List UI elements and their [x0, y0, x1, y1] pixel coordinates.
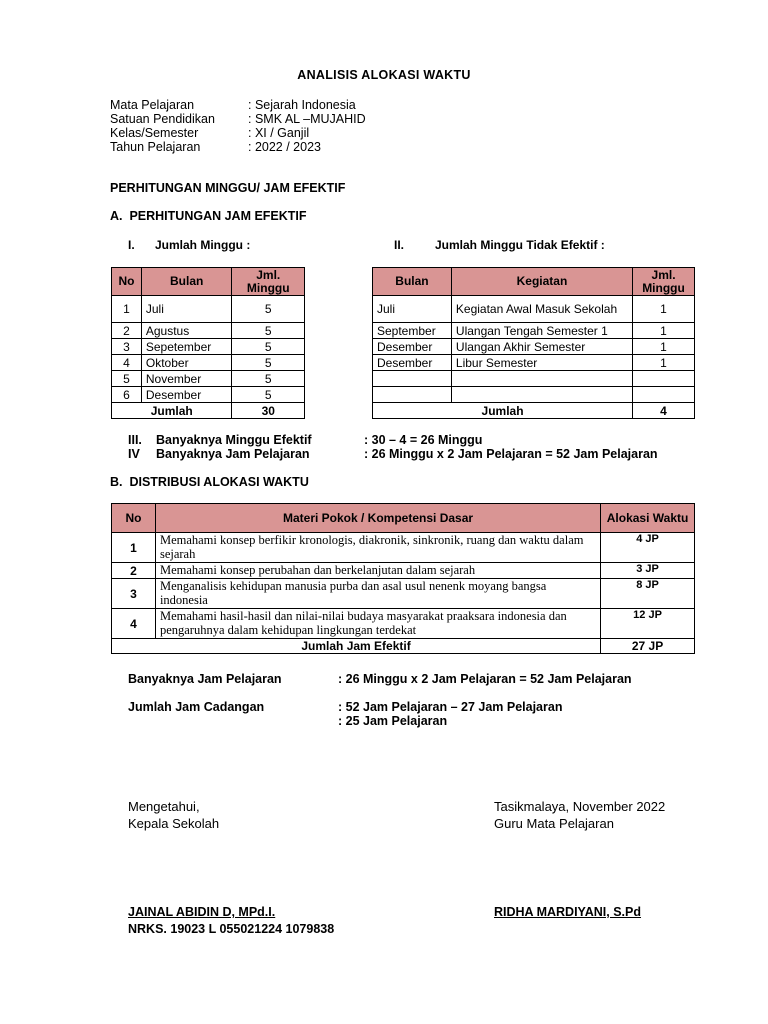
table-row — [373, 355, 695, 371]
summary-label: Jumlah Jam Cadangan — [128, 700, 265, 714]
line-iv-label: Banyaknya Jam Pelajaran — [156, 447, 310, 461]
non-effective-weeks-table — [372, 267, 695, 419]
total-label: Jumlah Jam Efektif — [112, 639, 601, 654]
meta-label: Mata Pelajaran — [110, 98, 195, 112]
summary-cadangan — [128, 700, 632, 728]
summary-banyaknya — [128, 672, 632, 686]
table-cell: 8 JP — [601, 579, 695, 609]
column-header: Jml. Minggu — [633, 268, 695, 296]
table-cell: 5 — [232, 355, 305, 371]
teacher-name: RIDHA MARDIYANI, S.Pd — [494, 905, 642, 919]
table-cell: September — [373, 323, 452, 339]
column-header: Jml. Minggu — [232, 268, 305, 296]
table-total-row — [112, 639, 695, 654]
summary-value: : 26 Minggu x 2 Jam Pelajaran = 52 Jam Pelajaran — [338, 672, 632, 686]
effective-summary — [128, 433, 658, 461]
column-header: No — [112, 268, 142, 296]
meta-row — [110, 112, 366, 126]
table-cell: Memahami konsep berfikir kronologis, diakronik, sinkronik, ruang dan waktu dalam sejarah — [155, 533, 600, 563]
line-iii-value: : 30 – 4 = 26 Minggu — [364, 433, 483, 447]
meta-value: : XI / Ganjil — [248, 126, 310, 140]
table-total-row — [112, 403, 305, 419]
table-cell: 1 — [112, 296, 142, 323]
table-cell — [451, 371, 632, 387]
table-row — [373, 339, 695, 355]
line-iv-number: IV — [128, 447, 140, 461]
table-cell — [373, 387, 452, 403]
meta-value: : 2022 / 2023 — [248, 140, 321, 154]
table-cell: Sepetember — [141, 339, 232, 355]
line-iv — [128, 447, 658, 461]
table-cell — [451, 387, 632, 403]
table-cell: Memahami konsep perubahan dan berkelanjutan dalam sejarah — [155, 563, 600, 579]
subheading-ii-title: Jumlah Minggu Tidak Efektif : — [435, 238, 605, 252]
table-header-row — [112, 504, 695, 533]
table-cell: Libur Semester — [451, 355, 632, 371]
table-row — [112, 371, 305, 387]
subheading-ii — [394, 238, 605, 252]
table-cell: 5 — [232, 387, 305, 403]
section-b-heading — [110, 475, 309, 489]
table-row — [112, 609, 695, 639]
document-title: ANALISIS ALOKASI WAKTU — [297, 68, 471, 82]
table-cell: 3 JP — [601, 563, 695, 579]
column-header: Alokasi Waktu — [601, 504, 695, 533]
table-row — [112, 339, 305, 355]
table-cell: 1 — [633, 355, 695, 371]
subheading-i — [128, 238, 250, 252]
column-header: No — [112, 504, 156, 533]
total-label: Jumlah — [373, 403, 633, 419]
table-cell: Oktober — [141, 355, 232, 371]
subheading-i-number: I. — [128, 238, 135, 252]
total-label: Jumlah — [112, 403, 232, 419]
table-cell — [633, 387, 695, 403]
table-cell: 2 — [112, 563, 156, 579]
main-heading: PERHITUNGAN MINGGU/ JAM EFEKTIF — [110, 181, 346, 195]
table-cell: 1 — [633, 339, 695, 355]
table-cell — [373, 371, 452, 387]
meta-label: Tahun Pelajaran — [110, 140, 201, 154]
table-cell: Ulangan Akhir Semester — [451, 339, 632, 355]
summary-block — [128, 672, 632, 728]
table-cell: 3 — [112, 339, 142, 355]
summary-value-line: : 52 Jam Pelajaran – 27 Jam Pelajaran — [338, 700, 563, 714]
table-cell: 3 — [112, 579, 156, 609]
meta-block — [110, 98, 366, 154]
table-cell: Juli — [141, 296, 232, 323]
table-cell: Menganalisis kehidupan manusia purba dan asal usul nenenk moyang bangsa indonesia — [155, 579, 600, 609]
table-row — [112, 387, 305, 403]
table-cell: Ulangan Tengah Semester 1 — [451, 323, 632, 339]
line-iv-value: : 26 Minggu x 2 Jam Pelajaran = 52 Jam Pelajaran — [364, 447, 658, 461]
line-iii-number: III. — [128, 433, 142, 447]
table-row — [112, 296, 305, 323]
section-a-heading — [110, 209, 307, 223]
line-iii-label: Banyaknya Minggu Efektif — [156, 433, 312, 447]
subheading-ii-number: II. — [394, 238, 405, 252]
table-cell: 5 — [232, 371, 305, 387]
table-cell: 5 — [232, 339, 305, 355]
table-header-row — [373, 268, 695, 296]
table-cell: Kegiatan Awal Masuk Sekolah — [451, 296, 632, 323]
table-row — [112, 323, 305, 339]
table-cell: November — [141, 371, 232, 387]
total-value: 27 JP — [601, 639, 695, 654]
table-cell: Memahami hasil-hasil dan nilai-nilai budaya masyarakat praaksara indonesia dan pengaruhnya dalam kehidupan lingkungan terdekat — [155, 609, 600, 639]
table-cell: 1 — [633, 296, 695, 323]
meta-label: Kelas/Semester — [110, 126, 199, 140]
table-cell: 1 — [633, 323, 695, 339]
subheading-i-title: Jumlah Minggu : — [155, 238, 251, 252]
table-cell: Desember — [373, 339, 452, 355]
section-a-title: PERHITUNGAN JAM EFEKTIF — [129, 209, 307, 223]
table-cell: 5 — [232, 323, 305, 339]
column-header: Materi Pokok / Kompetensi Dasar — [155, 504, 600, 533]
signature-left — [128, 798, 219, 832]
table-cell: 6 — [112, 387, 142, 403]
signature-left-line2: Kepala Sekolah — [128, 816, 220, 831]
meta-row — [110, 98, 366, 112]
table-cell: 4 — [112, 355, 142, 371]
meta-row — [110, 126, 366, 140]
table-row — [373, 296, 695, 323]
table-cell: 5 — [232, 296, 305, 323]
summary-value-line: : 25 Jam Pelajaran — [338, 714, 448, 728]
line-iii — [128, 433, 658, 447]
headmaster-name: JAINAL ABIDIN D, MPd.I. — [128, 905, 276, 919]
summary-value — [338, 700, 562, 728]
table-header-row — [112, 268, 305, 296]
table-cell: 1 — [112, 533, 156, 563]
column-header: Bulan — [141, 268, 232, 296]
table-cell: 12 JP — [601, 609, 695, 639]
table-cell: Juli — [373, 296, 452, 323]
table-cell: 2 — [112, 323, 142, 339]
table-row — [373, 387, 695, 403]
table-row — [373, 371, 695, 387]
total-value: 30 — [232, 403, 305, 419]
signature-left-name-block — [128, 904, 334, 938]
meta-row — [110, 140, 366, 154]
table-total-row — [373, 403, 695, 419]
signature-right-line2: Guru Mata Pelajaran — [494, 816, 614, 831]
table-cell: 4 — [112, 609, 156, 639]
weeks-table — [111, 267, 305, 419]
summary-label: Banyaknya Jam Pelajaran — [128, 672, 282, 686]
table-cell: Agustus — [141, 323, 232, 339]
table-cell: 4 JP — [601, 533, 695, 563]
meta-value: : Sejarah Indonesia — [248, 98, 356, 112]
table-cell — [633, 371, 695, 387]
section-a-number: A. — [110, 209, 123, 223]
table-cell: Desember — [141, 387, 232, 403]
meta-value: : SMK AL –MUJAHID — [248, 112, 366, 126]
table-row — [112, 579, 695, 609]
total-value: 4 — [633, 403, 695, 419]
section-b-number: B. — [110, 475, 123, 489]
section-b-title: DISTRIBUSI ALOKASI WAKTU — [129, 475, 309, 489]
table-cell: Desember — [373, 355, 452, 371]
table-row — [112, 533, 695, 563]
headmaster-id: NRKS. 19023 L 055021224 1079838 — [128, 922, 335, 936]
column-header: Kegiatan — [451, 268, 632, 296]
table-row — [112, 563, 695, 579]
table-row — [373, 323, 695, 339]
signature-right-name-block — [494, 904, 641, 921]
table-row — [112, 355, 305, 371]
column-header: Bulan — [373, 268, 452, 296]
meta-label: Satuan Pendidikan — [110, 112, 215, 126]
signature-left-line1: Mengetahui, — [128, 799, 200, 814]
distribution-table — [111, 503, 695, 654]
table-cell: 5 — [112, 371, 142, 387]
signature-right — [494, 798, 665, 832]
signature-right-line1: Tasikmalaya, November 2022 — [494, 799, 666, 814]
